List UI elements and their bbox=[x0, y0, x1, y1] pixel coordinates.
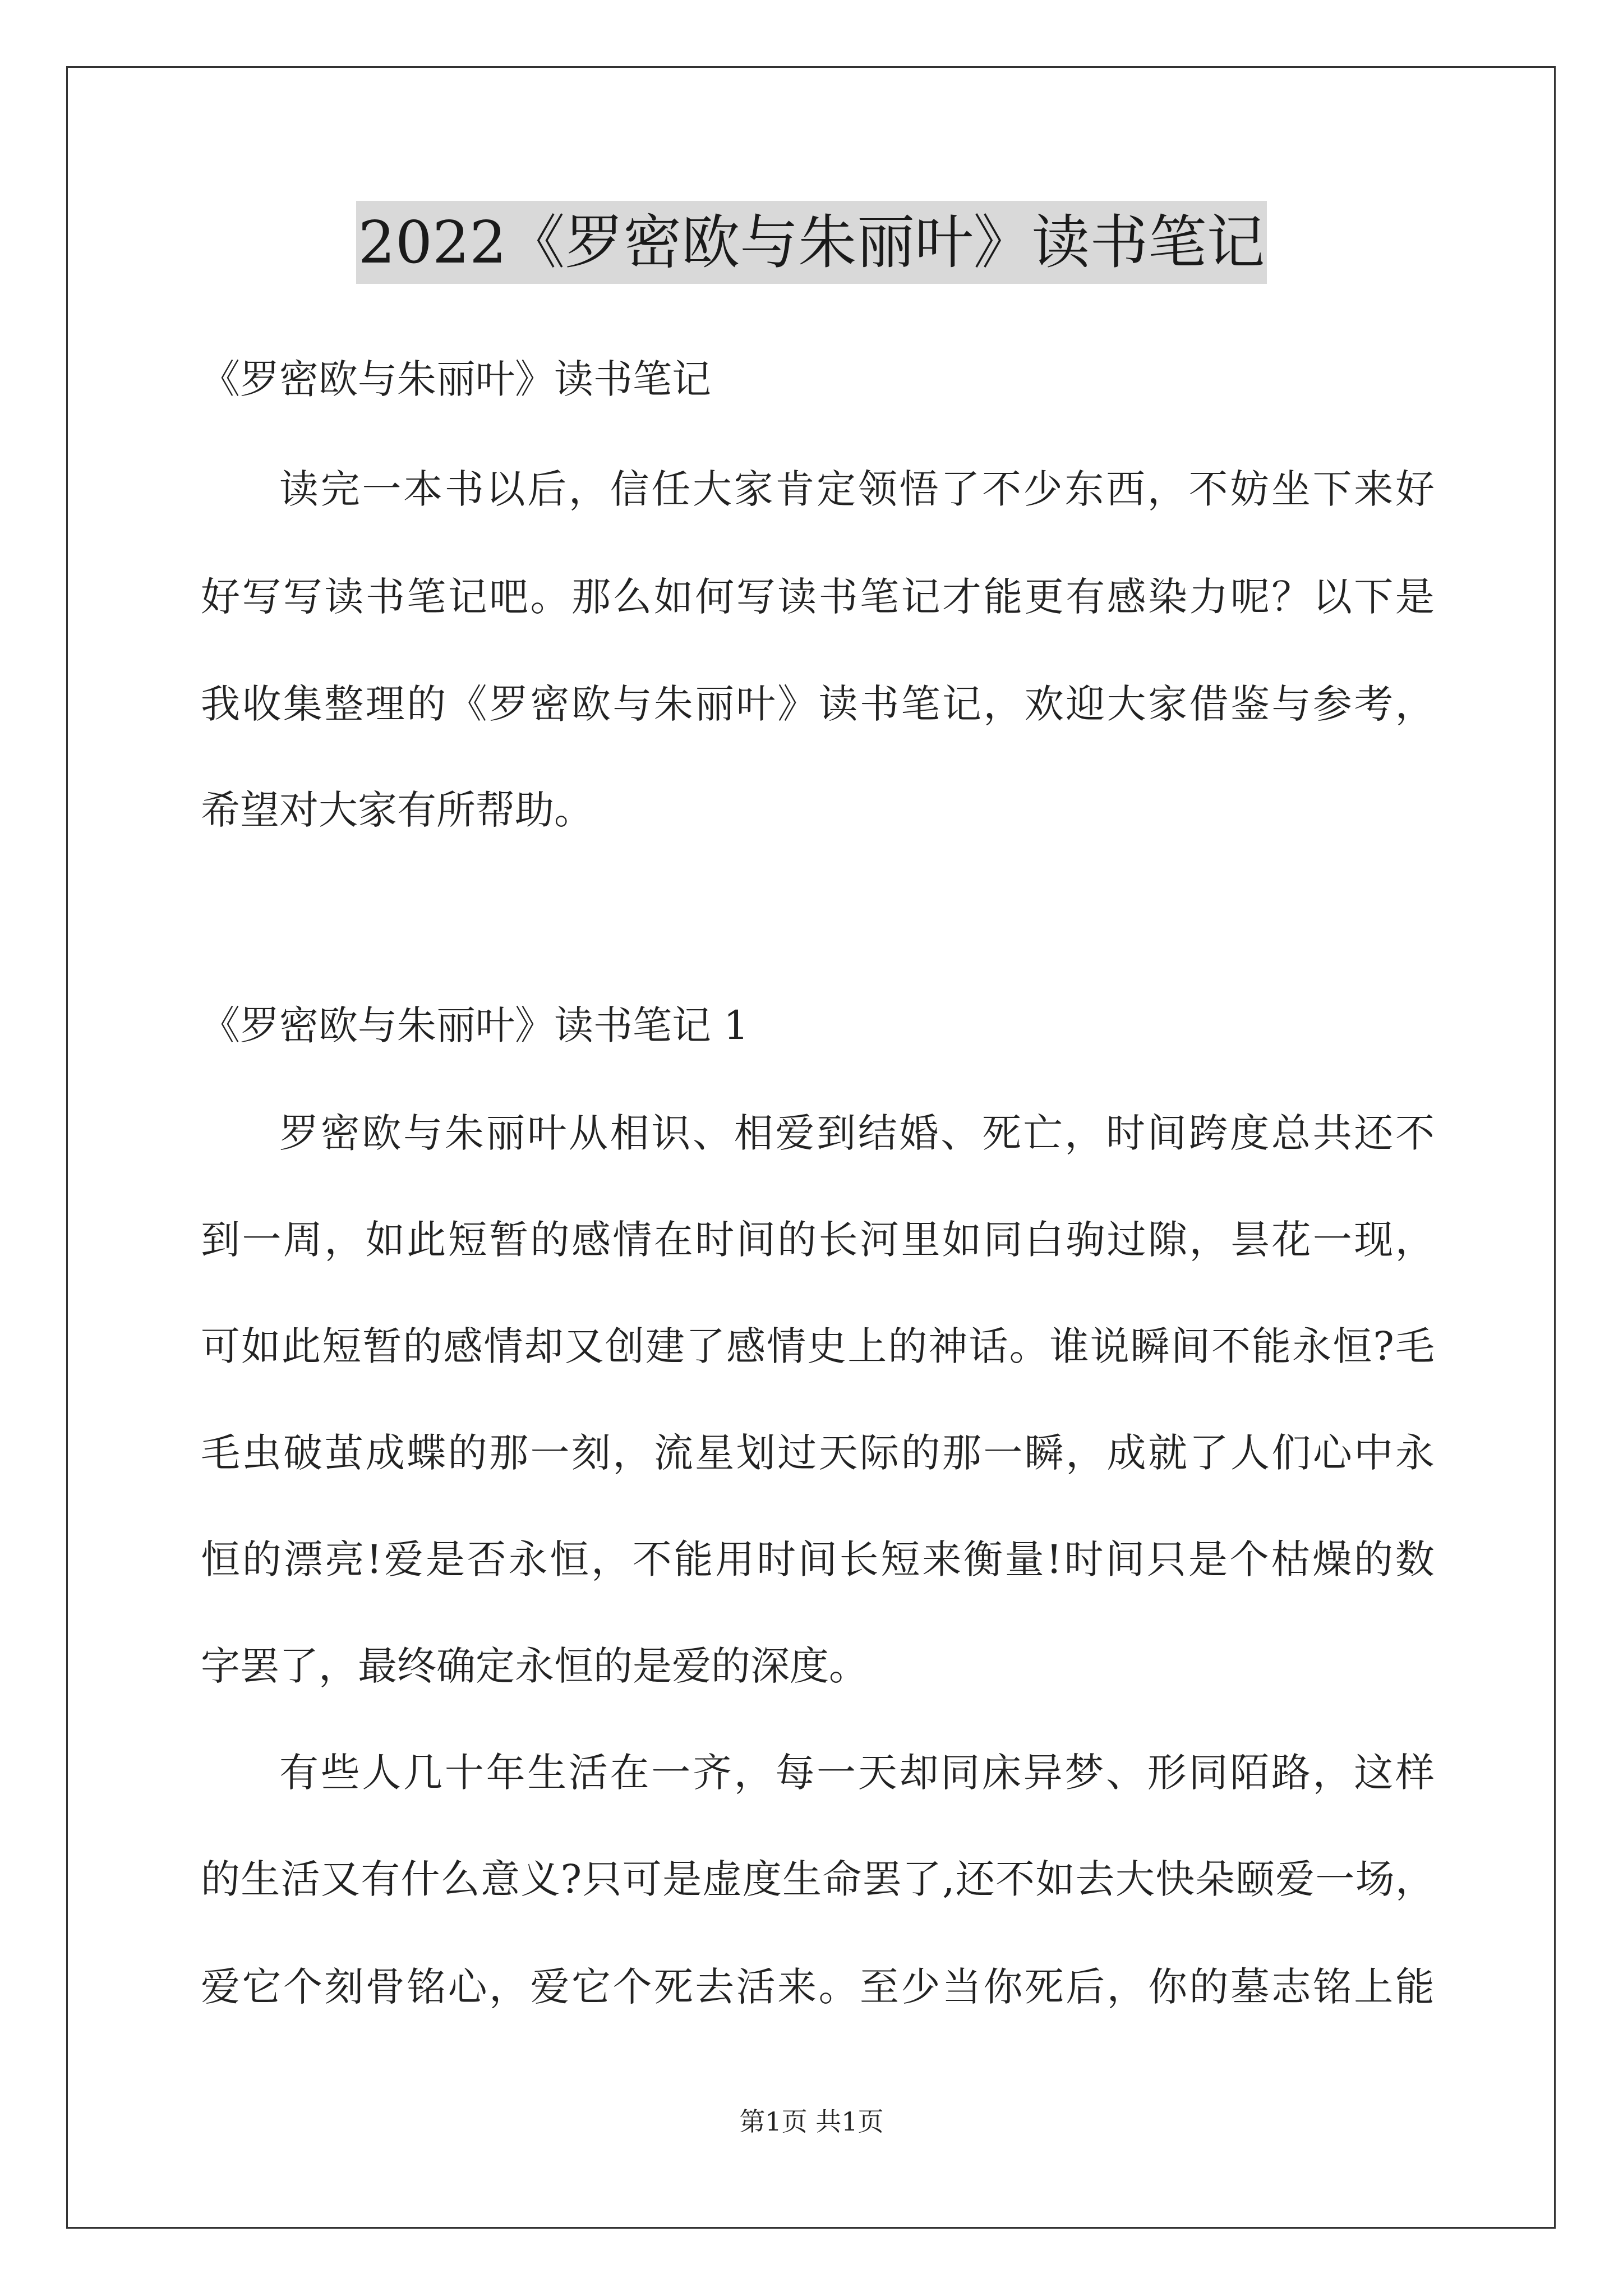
section1-heading: 《罗密欧与朱丽叶》读书笔记 1 bbox=[201, 1002, 749, 1048]
document-title: 2022《罗密欧与朱丽叶》读书笔记 bbox=[356, 201, 1267, 284]
intro-line-4: 希望对大家有所帮助。 bbox=[201, 787, 593, 833]
section1-p2-line-1: 有 些 人 几 十 年 生 活 在 一 齐 ， 每 一 天 却 同 床 异 梦 、 形 同 陌 路 ， 这 样 bbox=[279, 1750, 1435, 1796]
section1-p1-line-5: 恒 的 漂 亮 ! 爱 是 否 永 恒 ， 不 能 用 时 间 长 短 来 衡 量 ! 时 间 只 是 个 枯 燥 的 数 bbox=[201, 1536, 1435, 1582]
intro-line-2: 好 写 写 读 书 笔 记 吧 。 那 么 如 何 写 读 书 笔 记 才 能 更 有 感 染 力 呢 ？ 以 下 是 bbox=[201, 574, 1435, 620]
section1-p2-line-2: 的 生 活 又 有 什 么 意 义 ? 只 可 是 虚 度 生 命 罢 了 , 还 不 如 去 大 快 朵 颐 爱 一 场 ， bbox=[201, 1856, 1435, 1902]
intro-line-1: 读 完 一 本 书 以 后 ， 信 任 大 家 肯 定 领 悟 了 不 少 东 西 ， 不 妨 坐 下 来 好 bbox=[279, 466, 1435, 512]
section1-p2-line-3: 爱 它 个 刻 骨 铭 心 ， 爱 它 个 死 去 活 来 。 至 少 当 你 死 后 ， 你 的 墓 志 铭 上 能 bbox=[201, 1964, 1435, 2010]
intro-line-3: 我 收 集 整 理 的 《 罗 密 欧 与 朱 丽 叶 》 读 书 笔 记 ， 欢 迎 大 家 借 鉴 与 参 考 ， bbox=[201, 681, 1435, 727]
section1-p1-line-4: 毛 虫 破 茧 成 蝶 的 那 一 刻 ， 流 星 划 过 天 际 的 那 一 瞬 ， 成 就 了 人 们 心 中 永 bbox=[201, 1430, 1435, 1476]
page-footer: 第1页 共1页 bbox=[739, 2106, 884, 2137]
title-container bbox=[0, 201, 1623, 284]
section1-p1-line-2: 到 一 周 ， 如 此 短 暂 的 感 情 在 时 间 的 长 河 里 如 同 白 驹 过 隙 ， 昙 花 一 现 ， bbox=[201, 1217, 1435, 1263]
document-subtitle: 《罗密欧与朱丽叶》读书笔记 bbox=[201, 356, 711, 402]
section1-p1-line-6: 字罢了，最终确定永恒的是爱的深度。 bbox=[201, 1643, 868, 1689]
section1-p1-line-1: 罗 密 欧 与 朱 丽 叶 从 相 识 、 相 爱 到 结 婚 、 死 亡 ， 时 间 跨 度 总 共 还 不 bbox=[279, 1110, 1435, 1156]
section1-p1-line-3: 可 如 此 短 暂 的 感 情 却 又 创 建 了 感 情 史 上 的 神 话 。 谁 说 瞬 间 不 能 永 恒 ? 毛 bbox=[201, 1323, 1435, 1369]
